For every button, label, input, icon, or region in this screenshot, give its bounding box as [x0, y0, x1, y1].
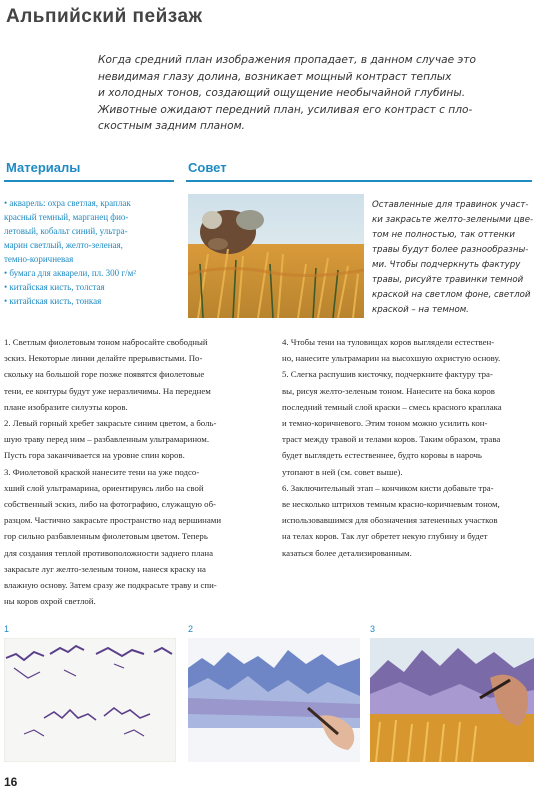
text-line: 2. Левый горный хребет закрасьте синим цветом, а боль- [4, 418, 217, 429]
instructions-right-column [282, 334, 536, 561]
text-line: использовавшимся для обозначения затененных участков [282, 515, 498, 526]
text-line: ве несколько штрихов темным красно-коричневым тоном, [282, 499, 500, 510]
text-line: закрасьте луг желто-зеленым тоном, нанеся краску на [4, 563, 206, 574]
page-title: Альпийский пейзаж [6, 6, 203, 27]
text-line: траст между травой и телами коров. Таким образом, трава [282, 434, 501, 445]
advice-line: ми. Чтобы подчеркнуть фактуру [372, 260, 521, 270]
list-item: темно-коричневая [4, 254, 74, 264]
text-line: хший слой ультрамарина, ориентируясь либо на свой [4, 482, 204, 493]
step3-painting-image [370, 638, 534, 762]
text-line: 1. Светлым фиолетовым тоном набросайте свободный [4, 337, 208, 347]
text-line: скольку на большой горе позже появятся фиолетовые [4, 369, 205, 380]
instructions-left-column [4, 334, 266, 609]
advice-line: том не полностью, так оттенки [372, 230, 516, 240]
materials-divider [4, 180, 174, 182]
cow-painting-image [188, 194, 364, 318]
intro-line: невидимая глазу долина, возникает мощный контраст теплых [98, 70, 452, 83]
text-line: 5. Слегка распушив кисточку, подчеркните фактуру тра- [282, 369, 493, 380]
text-line: ны коров охрой светлой. [4, 596, 96, 607]
text-line: казаться более детализированным. [282, 547, 412, 558]
text-line: и темно-коричневого. Этим тоном можно усилить кон- [282, 418, 488, 429]
text-line: вы, рисуя желто-зеленым тоном. Нанесите на бока коров [282, 385, 495, 396]
text-line: на телах коров. Так луг обретет некую глубину и будет [282, 531, 488, 542]
advice-heading: Совет [188, 160, 227, 175]
list-item: красный темный, марганец фио- [4, 212, 129, 222]
advice-line: ки закрасьте желто-зелеными цве- [372, 215, 534, 225]
advice-text [372, 198, 538, 318]
text-line: утопают в ней (см. совет выше). [282, 466, 403, 477]
intro-paragraph [98, 52, 530, 135]
text-line: собственный эскиз, либо на фотографию, служащую об- [4, 499, 216, 510]
step-label: 2 [188, 624, 194, 634]
text-line: тени, ее контуры будут уже неразличимы. На переднем [4, 385, 211, 396]
advice-line: краской на светлом фоне, светлой [372, 290, 531, 300]
advice-line: травы, рисуйте травинки темной [372, 275, 524, 285]
materials-heading: Материалы [6, 160, 81, 175]
list-item: летовый, кобальт синий, ультра- [4, 226, 128, 236]
text-line: эскиз. Некоторые линии делайте прерывистыми. По- [4, 353, 203, 364]
text-line: для создания теплой противоположности заднего плана [4, 547, 214, 558]
text-line: последний темный слой краски – смесь красного краплака [282, 401, 502, 412]
list-item: • китайская кисть, толстая [4, 282, 105, 292]
text-line: влажную основу. Затем сразу же подкрасьте траву и спи- [4, 580, 217, 591]
text-line: 4. Чтобы тени на туловищах коров выглядели естествен- [282, 337, 495, 347]
text-line: 6. Заключительный этап – кончиком кисти добавьте тра- [282, 482, 494, 493]
text-line: плане изобразите силуэты коров. [4, 401, 128, 412]
list-item: • акварель: охра светлая, краплак [4, 198, 131, 208]
advice-divider [186, 180, 532, 182]
intro-line: Животные ожидают передний план, усиливая его контраст с пло- [98, 103, 473, 116]
list-item: • китайская кисть, тонкая [4, 296, 102, 306]
materials-list [4, 196, 176, 308]
advice-line: Оставленные для травинок участ- [372, 200, 529, 210]
text-line: но, нанесите ультрамарин на высохшую охристую основу. [282, 353, 501, 364]
intro-line: и холодных тонов, создающий ощущение необычайной глубины. [98, 87, 466, 99]
page-number: 16 [4, 775, 18, 789]
intro-line: скостным задним планом. [98, 120, 245, 132]
step2-painting-image [188, 638, 360, 762]
step1-sketch-image [4, 638, 176, 762]
intro-line: Когда средний план изображения пропадает, в данном случае это [98, 54, 476, 66]
text-line: разцом. Частично закрасьте пространство над вершинами [4, 515, 222, 526]
list-item: марин светлый, желто-зеленая, [4, 240, 123, 250]
step-label: 1 [4, 624, 10, 634]
text-line: шую траву перед ним – разбавленным ультрамарином. [4, 434, 210, 445]
text-line: будет выглядеть естественнее, будто коровы в нарочь [282, 450, 482, 461]
step-label: 3 [370, 624, 376, 634]
advice-line: краской – на темном. [372, 305, 469, 315]
list-item: • бумага для акварели, пл. 300 г/м² [4, 268, 136, 278]
advice-line: травы будут более разнообразны- [372, 245, 529, 255]
text-line: гор сильно разбавленным фиолетовым цветом. Теперь [4, 531, 208, 542]
text-line: Пусть гора заканчивается на уровне спин коров. [4, 450, 185, 461]
text-line: 3. Фиолетовой краской нанесите тени на уже подсо- [4, 466, 200, 477]
